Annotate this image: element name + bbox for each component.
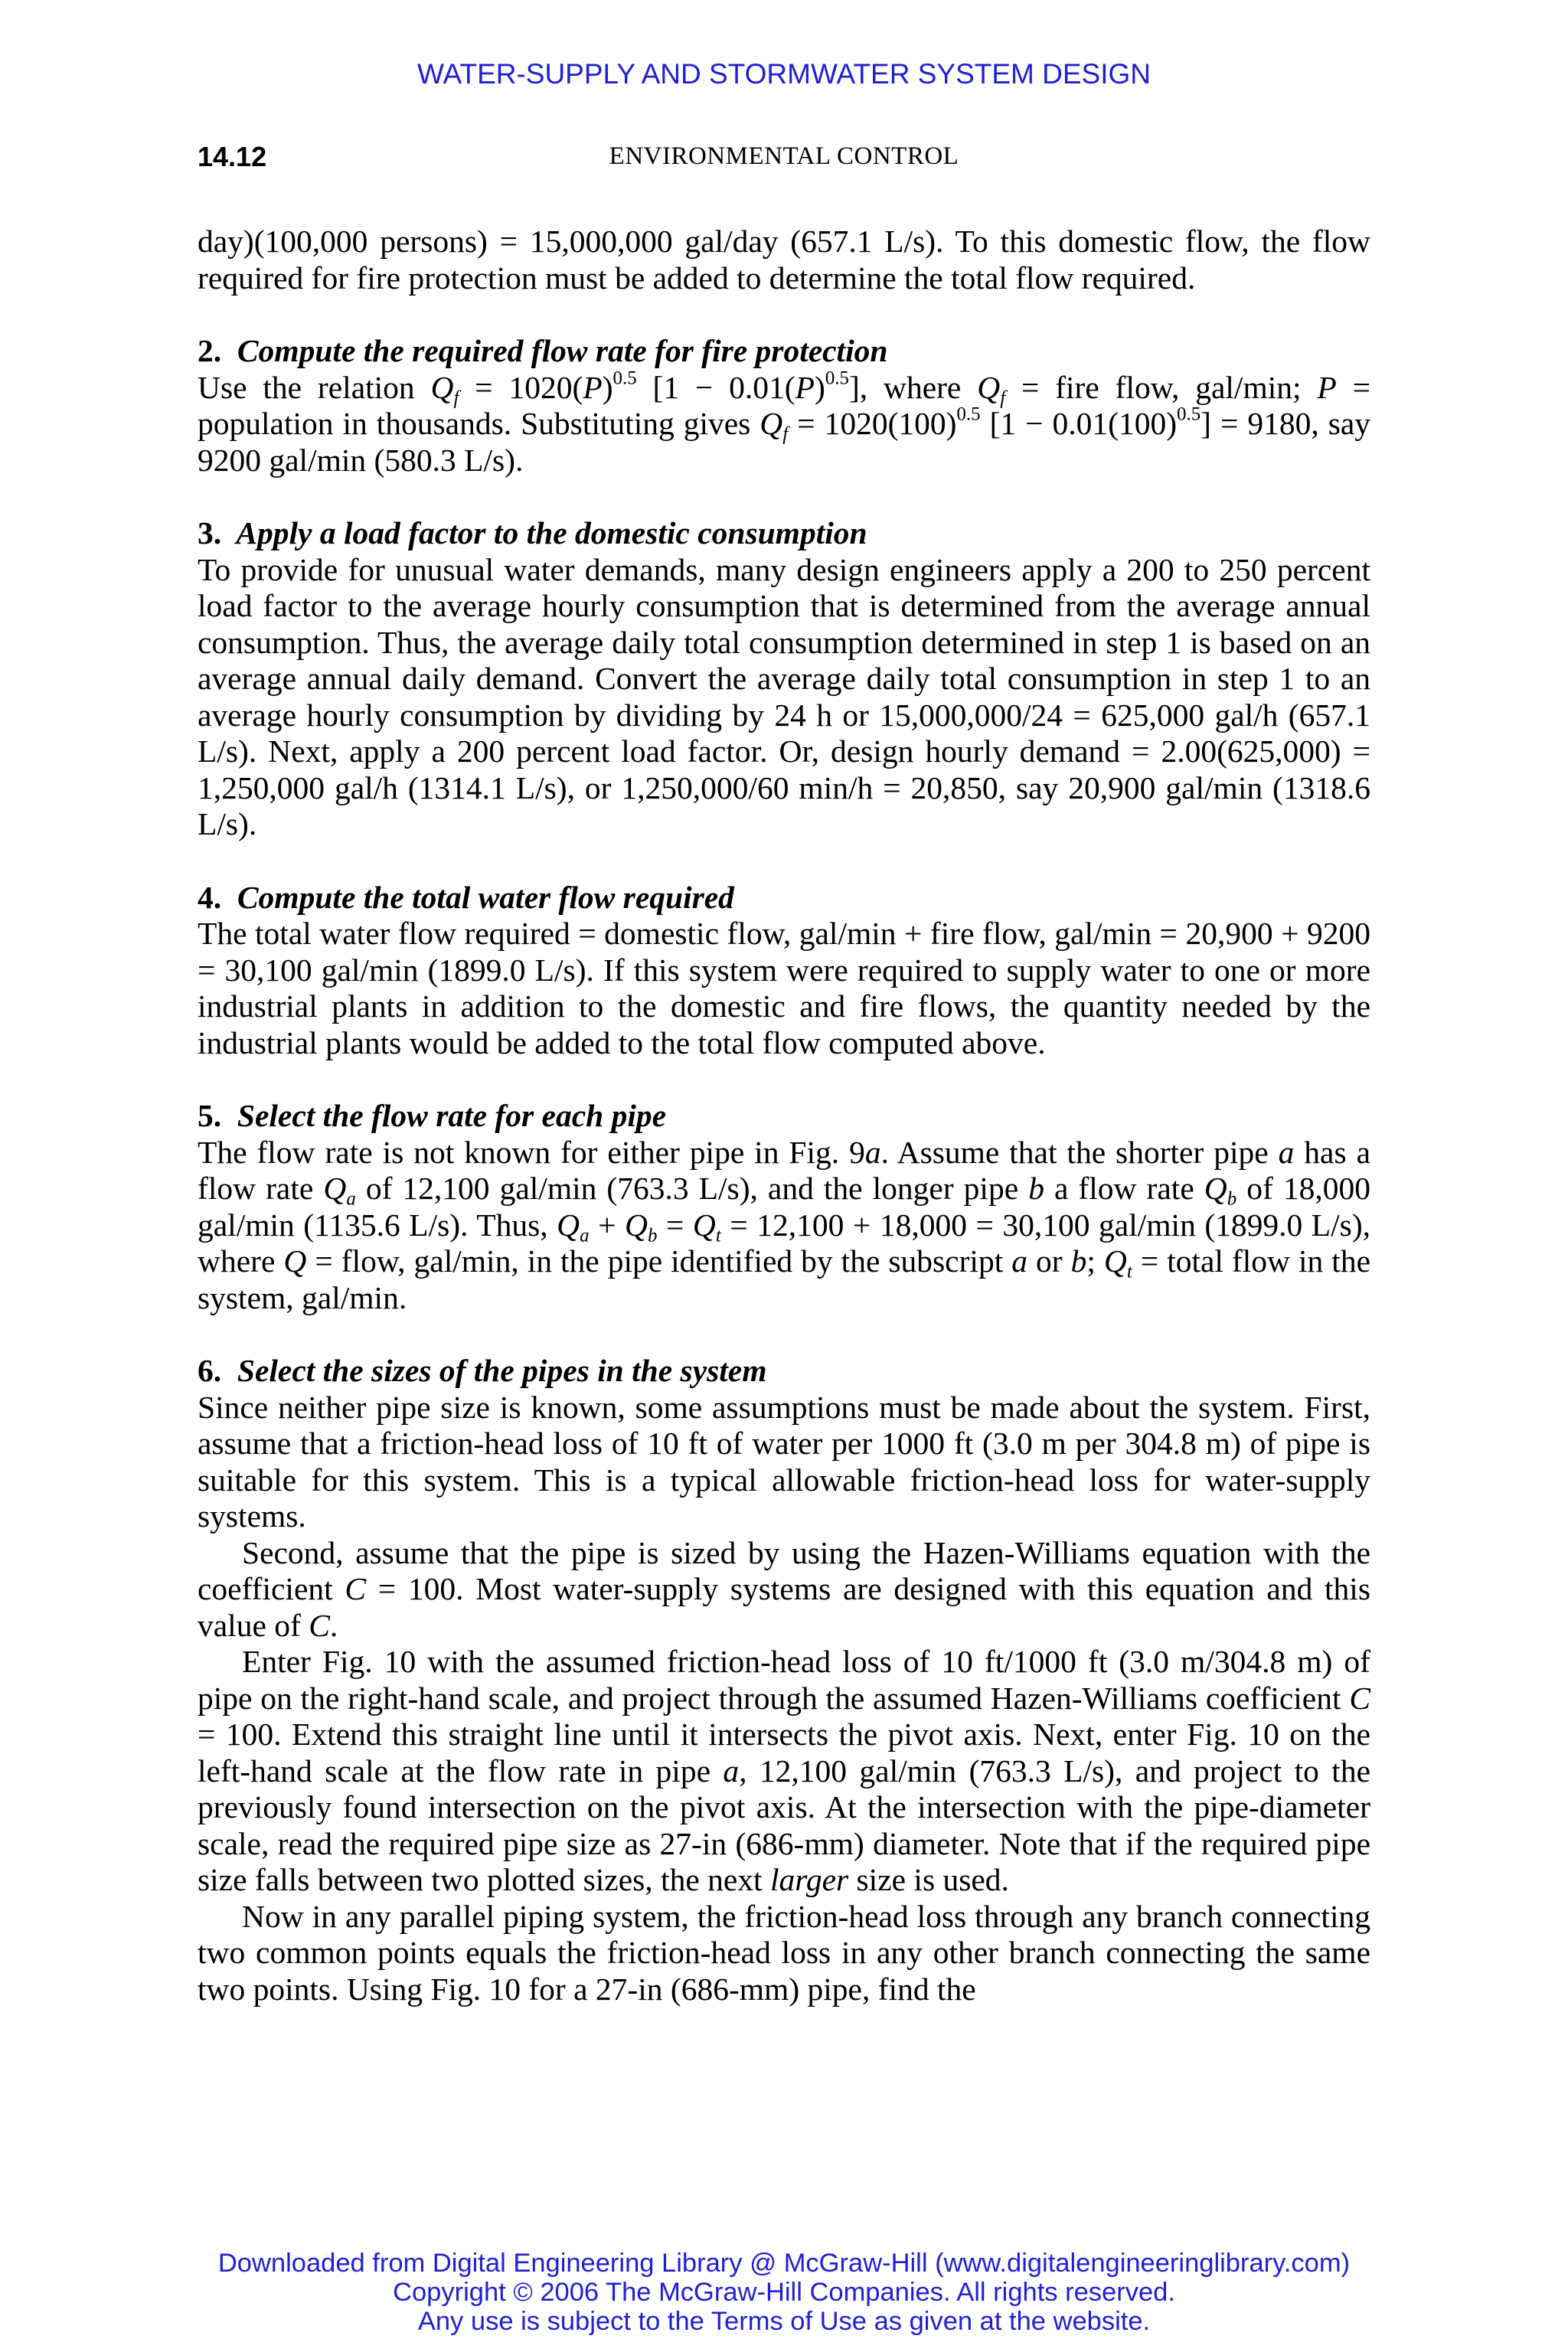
step-number: 3. [198,515,222,550]
text: = 1020( [459,369,583,405]
footer-download-link[interactable]: Downloaded from Digital Engineering Library @ McGraw-Hill (www.digitalengineeringlibrary.com) [217,2249,1351,2278]
var: Q [283,1243,307,1279]
step-title: Select the sizes of the pipes in the system [237,1353,767,1388]
exponent: 0.5 [612,367,637,388]
text: ; [1086,1243,1104,1279]
var: Q [557,1207,580,1243]
intro-paragraph: day)(100,000 persons) = 15,000,000 gal/day (657.1 L/s). To this domestic flow, the flow required for fire protection must be added to determine the total flow required. [198,224,1370,296]
var: a [723,1753,740,1788]
download-footer [0,2249,1568,2336]
page-body [198,224,1370,2007]
var: C [345,1571,367,1606]
page-number: 14.12 [198,141,267,172]
var: P [1317,369,1337,405]
text: Enter Fig. 10 with the assumed friction-head loss of 10 ft/1000 ft (3.0 m/304.8 m) of pipe on the right-hand scale, and project through the assumed Hazen-Williams coefficient [198,1644,1370,1716]
step-title: Compute the total water flow required [237,879,734,915]
step-4 [198,880,1370,1062]
text: + [589,1207,626,1243]
sub: a [346,1188,356,1210]
exponent: 0.5 [825,367,849,388]
sub: b [1227,1188,1237,1210]
text: ) [602,369,613,405]
text: = total flow in the system, gal/min. [198,1243,1371,1315]
step-6-paragraph-2 [198,1535,1370,1645]
text: = flow, gal/min, in the pipe identified by the subscript [306,1243,1012,1279]
var: C [309,1607,330,1643]
sub: b [648,1224,658,1246]
text: , 12,100 gal/min (763.3 L/s), and project to the previously found intersection on the pivot axis. At the intersection with the pipe-diameter scale, read the required pipe size as 27-in (686-mm) diameter. Note that if the required pipe size falls between two plotted sizes, the next [198,1753,1370,1897]
text: = fire flow, gal/min; [1005,369,1318,405]
text: = 12,100 + 18,000 = 30,100 gal/min (1899.0 L/s), where [198,1207,1371,1279]
var: Q [692,1207,716,1243]
var: Q [977,369,1001,405]
var: Q [1204,1171,1227,1206]
text: The flow rate is not known for either pipe in Fig. 9 [198,1134,865,1170]
var: a [1278,1134,1295,1170]
step-number: 6. [198,1353,222,1388]
sub: t [715,1224,721,1246]
step-3-paragraph: To provide for unusual water demands, many design engineers apply a 200 to 250 percent load factor to the average hourly consumption that is determined from the average annual consumption. Thus, the average daily total consumption determined in step 1 is based on an average annual daily demand. Convert the average daily total consumption in step 1 to an average hourly consumption by dividing by 24 h or 15,000,000/24 = 625,000 gal/h (657.1 L/s). Next, apply a 200 percent load factor. Or, design hourly demand = 2.00(625,000) = 1,250,000 gal/h (1314.1 L/s), or 1,250,000/60 min/h = 20,850, say 20,900 gal/min (1318.6 L/s). [198,551,1370,841]
step-5 [198,1098,1370,1316]
var: Q [323,1171,347,1206]
var: Q [760,406,783,441]
text: size is used. [848,1862,1009,1897]
emphasis: larger [769,1862,849,1897]
step-number: 2. [198,333,222,368]
step-number: 5. [198,1098,222,1133]
text: [1 − 0.01( [636,369,795,405]
var: b [1070,1243,1087,1279]
book-title-banner: WATER-SUPPLY AND STORMWATER SYSTEM DESIGN [416,58,1151,90]
var: a [864,1134,881,1170]
text: Use the relation [198,369,431,405]
var: Q [430,369,454,405]
step-2-heading [198,333,1370,370]
step-2 [198,333,1370,479]
var: Q [625,1207,648,1243]
footer-terms-link[interactable]: Any use is subject to the Terms of Use as given at the website. [417,2307,1151,2336]
step-title: Select the flow rate for each pipe [237,1098,667,1133]
var: C [1349,1680,1370,1716]
sub: f [453,387,459,408]
exponent: 0.5 [956,403,981,425]
step-6-paragraph-4: Now in any parallel piping system, the friction-head loss through any branch connecting two common points equals the friction-head loss in any other branch connecting the same two points. Using Fig. 10 for a 27-in (686-mm) pipe, find the [198,1898,1370,2007]
step-6 [198,1353,1370,2007]
step-2-paragraph [198,367,1371,479]
step-6-paragraph-1: Since neither pipe size is known, some assumptions must be made about the system. First, assume that a friction-head loss of 10 ft of water per 1000 ft (3.0 m per 304.8 m) of pipe is suitable for this system. This is a typical allowable friction-head loss for water-supply systems. [198,1389,1370,1534]
step-4-paragraph: The total water flow required = domestic flow, gal/min + fire flow, gal/min = 20,900 + 9200 = 30,100 gal/min (1899.0 L/s). If this system were required to supply water to one or more industrial plants in addition to the domestic and fire flows, the quantity needed by the industrial plants would be added to the total flow computed above. [198,916,1370,1060]
step-3-heading [198,515,1370,552]
var: P [583,369,603,405]
sub: a [580,1224,590,1246]
footer-copyright: Copyright © 2006 The McGraw-Hill Companies. All rights reserved. [393,2278,1175,2307]
step-5-heading [198,1098,1370,1135]
var: a [1011,1243,1027,1279]
step-6-paragraph-3 [198,1644,1370,1899]
text: ] = 9180, say 9200 gal/min (580.3 L/s). [198,406,1371,478]
text: = [657,1207,693,1243]
sub: t [1126,1261,1132,1282]
text: = 100. Extend this straight line until it intersects the pivot axis. Next, enter Fig. 10 on the left-hand scale at the flow rate in pipe [198,1717,1370,1788]
text: has a flow rate [198,1134,1370,1206]
running-head: ENVIRONMENTAL CONTROL [609,142,959,170]
step-5-paragraph [198,1135,1370,1317]
step-number: 4. [198,879,222,915]
var: Q [1103,1243,1127,1279]
text: of 18,000 gal/min (1135.6 L/s). Thus, [198,1171,1370,1243]
text: ) [814,369,825,405]
text: Second, assume that the pipe is sized by using the Hazen-Williams equation with the coefficient [198,1534,1370,1606]
text: = population in thousands. Substituting gives [198,369,1370,441]
text: or [1027,1243,1071,1279]
sub: f [1000,387,1006,408]
step-3 [198,515,1370,843]
text: . Assume that the shorter pipe [880,1134,1279,1170]
text: [1 − 0.01(100) [980,406,1178,441]
text: . [329,1607,338,1643]
step-title: Apply a load factor to the domestic consumption [236,515,867,550]
sub: f [782,423,789,445]
var: b [1028,1171,1044,1206]
exponent: 0.5 [1177,403,1201,425]
text: a flow rate [1044,1171,1204,1206]
text: ], where [848,369,978,405]
step-4-heading [198,880,1370,916]
text: = 1020(100) [788,406,957,441]
var: P [795,369,815,405]
text: = 100. Most water-supply systems are designed with this equation and this value of [198,1571,1370,1643]
text: of 12,100 gal/min (763.3 L/s), and the longer pipe [355,1171,1029,1206]
step-title: Compute the required flow rate for fire protection [237,333,888,368]
step-6-heading [198,1353,1370,1390]
